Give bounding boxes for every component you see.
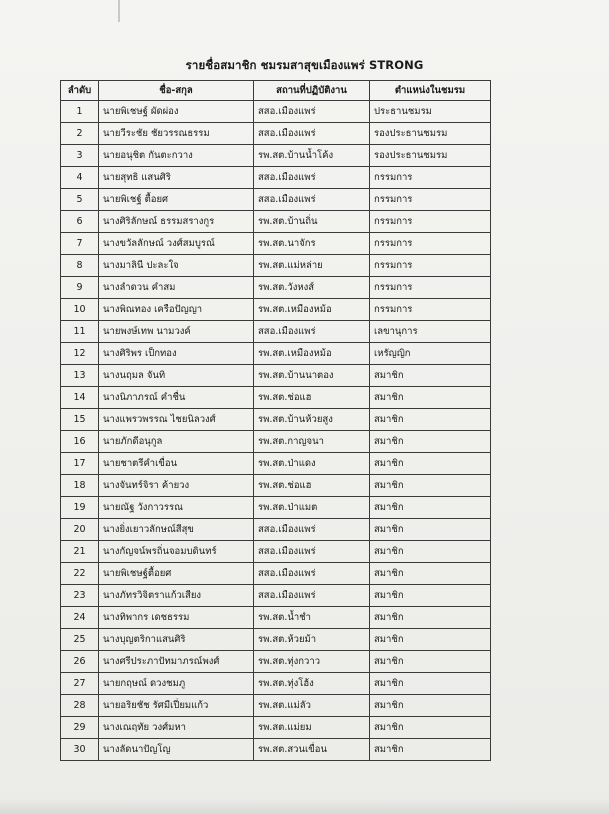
position-cell: กรรมการ [370, 211, 491, 233]
row-number-cell: 4 [61, 167, 99, 189]
position-cell: สมาชิก [370, 365, 491, 387]
position-cell: สมาชิก [370, 431, 491, 453]
workplace-cell: รพ.สต.ทุ่งโฮ้ง [254, 673, 370, 695]
workplace-cell: รพ.สต.วังหงส์ [254, 277, 370, 299]
workplace-cell: รพ.สต.แม่ยม [254, 717, 370, 739]
row-number-cell: 29 [61, 717, 99, 739]
row-number-cell: 30 [61, 739, 99, 761]
member-name-cell: นางมาลินี ปะละใจ [99, 255, 254, 277]
row-number-cell: 16 [61, 431, 99, 453]
row-number-cell: 12 [61, 343, 99, 365]
table-row [61, 123, 491, 145]
workplace-cell: รพ.สต.เหมืองหม้อ [254, 299, 370, 321]
position-cell: สมาชิก [370, 497, 491, 519]
member-name-cell: นายพงษ์เทพ นามวงค์ [99, 321, 254, 343]
table-row [61, 101, 491, 123]
workplace-cell: รพ.สต.บ้านถิ่น [254, 211, 370, 233]
table-row [61, 343, 491, 365]
row-number-cell: 5 [61, 189, 99, 211]
position-cell: สมาชิก [370, 673, 491, 695]
workplace-cell: รพ.สต.นาจักร [254, 233, 370, 255]
member-name-cell: นางขวัลลักษณ์ วงศ์สมบูรณ์ [99, 233, 254, 255]
row-number-cell: 13 [61, 365, 99, 387]
row-number-cell: 1 [61, 101, 99, 123]
table-row [61, 695, 491, 717]
scan-edge-mark [118, 0, 120, 22]
row-number-cell: 2 [61, 123, 99, 145]
row-number-cell: 6 [61, 211, 99, 233]
table-row [61, 519, 491, 541]
table-row [61, 717, 491, 739]
table-row [61, 585, 491, 607]
position-cell: สมาชิก [370, 651, 491, 673]
row-number-cell: 9 [61, 277, 99, 299]
table-row [61, 255, 491, 277]
table-row [61, 365, 491, 387]
member-name-cell: นางกัญจน์พรถิ่นจอมบดินทร์ [99, 541, 254, 563]
position-cell: เลขานุการ [370, 321, 491, 343]
table-row [61, 145, 491, 167]
table-row [61, 651, 491, 673]
table-header-row [61, 81, 491, 101]
header-name: ชื่อ-สกุล [99, 81, 254, 101]
position-cell: สมาชิก [370, 563, 491, 585]
row-number-cell: 14 [61, 387, 99, 409]
position-cell: กรรมการ [370, 255, 491, 277]
workplace-cell: สสอ.เมืองแพร่ [254, 519, 370, 541]
member-name-cell: นางลำดวน คำสม [99, 277, 254, 299]
position-cell: กรรมการ [370, 233, 491, 255]
workplace-cell: รพ.สต.ทุ่งกวาว [254, 651, 370, 673]
workplace-cell: รพ.สต.ป่าแดง [254, 453, 370, 475]
document-title: รายชื่อสมาชิก ชมรมสาสุขเมืองแพร่ STRONG [185, 58, 424, 72]
table-row [61, 211, 491, 233]
row-number-cell: 20 [61, 519, 99, 541]
table-row [61, 475, 491, 497]
workplace-cell: สสอ.เมืองแพร่ [254, 321, 370, 343]
workplace-cell: รพ.สต.บ้านนาตอง [254, 365, 370, 387]
table-row [61, 453, 491, 475]
position-cell: สมาชิก [370, 409, 491, 431]
position-cell: สมาชิก [370, 629, 491, 651]
header-no: ลำดับ [61, 81, 99, 101]
table-row [61, 321, 491, 343]
member-name-cell: นายพิเชฐ์ ตื้อยศ [99, 189, 254, 211]
position-cell: สมาชิก [370, 607, 491, 629]
workplace-cell: รพ.สต.แม่หล่าย [254, 255, 370, 277]
member-name-cell: นางจันทร์จิรา ค้ายวง [99, 475, 254, 497]
position-cell: สมาชิก [370, 717, 491, 739]
workplace-cell: สสอ.เมืองแพร่ [254, 101, 370, 123]
member-name-cell: นางแพรวพรรณ ไชยนิลวงศ์ [99, 409, 254, 431]
workplace-cell: รพ.สต.ช่อแฮ [254, 475, 370, 497]
position-cell: กรรมการ [370, 299, 491, 321]
table-row [61, 673, 491, 695]
workplace-cell: รพ.สต.ห้วยม้า [254, 629, 370, 651]
row-number-cell: 27 [61, 673, 99, 695]
scan-bottom-shadow [0, 798, 609, 814]
table-row [61, 607, 491, 629]
position-cell: สมาชิก [370, 585, 491, 607]
position-cell: กรรมการ [370, 189, 491, 211]
position-cell: สมาชิก [370, 739, 491, 761]
workplace-cell: รพ.สต.แม่ลัว [254, 695, 370, 717]
table-row [61, 629, 491, 651]
member-name-cell: นายอริยชัช รัศมีเปี่ยมแก้ว [99, 695, 254, 717]
position-cell: สมาชิก [370, 453, 491, 475]
member-name-cell: นางยิ่งเยาวลักษณ์สีสุข [99, 519, 254, 541]
position-cell: สมาชิก [370, 387, 491, 409]
row-number-cell: 17 [61, 453, 99, 475]
position-cell: สมาชิก [370, 475, 491, 497]
workplace-cell: สสอ.เมืองแพร่ [254, 189, 370, 211]
row-number-cell: 3 [61, 145, 99, 167]
row-number-cell: 28 [61, 695, 99, 717]
table-row [61, 167, 491, 189]
member-name-cell: นายอนุชิต กันตะกวาง [99, 145, 254, 167]
table-row [61, 409, 491, 431]
workplace-cell: สสอ.เมืองแพร่ [254, 541, 370, 563]
member-name-cell: นางลัดนาปัญโญ [99, 739, 254, 761]
row-number-cell: 10 [61, 299, 99, 321]
workplace-cell: รพ.สต.ช่อแฮ [254, 387, 370, 409]
row-number-cell: 18 [61, 475, 99, 497]
table-row [61, 387, 491, 409]
member-name-cell: นายพิเชษฐ์ ผัดผ่อง [99, 101, 254, 123]
member-name-cell: นางศิริลักษณ์ ธรรมสรางกูร [99, 211, 254, 233]
position-cell: สมาชิก [370, 541, 491, 563]
row-number-cell: 25 [61, 629, 99, 651]
position-cell: สมาชิก [370, 695, 491, 717]
member-name-cell: นายวีระชัย ชัยวรรณธรรม [99, 123, 254, 145]
workplace-cell: สสอ.เมืองแพร่ [254, 585, 370, 607]
table-row [61, 277, 491, 299]
workplace-cell: รพ.สต.กาญจนา [254, 431, 370, 453]
position-cell: กรรมการ [370, 167, 491, 189]
workplace-cell: รพ.สต.บ้านห้วยสูง [254, 409, 370, 431]
row-number-cell: 8 [61, 255, 99, 277]
member-name-cell: นางบุญตริกาแสนศิริ [99, 629, 254, 651]
member-name-cell: นายณัฐ วังกาวรรณ [99, 497, 254, 519]
member-name-cell: นางนฤมล จันทิ [99, 365, 254, 387]
workplace-cell: รพ.สต.ป่าแมต [254, 497, 370, 519]
position-cell: เหรัญญิก [370, 343, 491, 365]
row-number-cell: 23 [61, 585, 99, 607]
member-name-cell: นายสุทธิ แสนศิริ [99, 167, 254, 189]
workplace-cell: รพ.สต.เหมืองหม้อ [254, 343, 370, 365]
member-name-cell: นายชาตรีคำเขื่อน [99, 453, 254, 475]
table-row [61, 541, 491, 563]
table-row [61, 233, 491, 255]
member-name-cell: นางทิพากร เดชธรรม [99, 607, 254, 629]
table-row [61, 563, 491, 585]
workplace-cell: สสอ.เมืองแพร่ [254, 563, 370, 585]
row-number-cell: 7 [61, 233, 99, 255]
member-name-cell: นางเณฤทัย วงศ์มหา [99, 717, 254, 739]
row-number-cell: 11 [61, 321, 99, 343]
workplace-cell: สสอ.เมืองแพร่ [254, 123, 370, 145]
workplace-cell: รพ.สต.สวนเขื่อน [254, 739, 370, 761]
row-number-cell: 19 [61, 497, 99, 519]
member-table [60, 80, 491, 761]
position-cell: กรรมการ [370, 277, 491, 299]
table-row [61, 497, 491, 519]
member-name-cell: นายภักดีอนุกูล [99, 431, 254, 453]
member-name-cell: นางพิณทอง เครือปัญญา [99, 299, 254, 321]
header-workplace: สถานที่ปฏิบัติงาน [254, 81, 370, 101]
position-cell: รองประธานชมรม [370, 123, 491, 145]
row-number-cell: 26 [61, 651, 99, 673]
workplace-cell: สสอ.เมืองแพร่ [254, 167, 370, 189]
row-number-cell: 24 [61, 607, 99, 629]
table-row [61, 739, 491, 761]
member-name-cell: นายกฤษณ์ ดวงชมภู [99, 673, 254, 695]
position-cell: รองประธานชมรม [370, 145, 491, 167]
workplace-cell: รพ.สต.น้ำชำ [254, 607, 370, 629]
row-number-cell: 22 [61, 563, 99, 585]
position-cell: สมาชิก [370, 519, 491, 541]
workplace-cell: รพ.สต.บ้านน้ำโค้ง [254, 145, 370, 167]
header-position: ตำแหน่งในชมรม [370, 81, 491, 101]
table-row [61, 431, 491, 453]
member-name-cell: นางภัทรวิจิตราแก้วเสียง [99, 585, 254, 607]
member-name-cell: นายพิเชษฐ์ตื้อยศ [99, 563, 254, 585]
member-name-cell: นางนิภาภรณ์ คำชื่น [99, 387, 254, 409]
member-name-cell: นางศิริพร เป็กทอง [99, 343, 254, 365]
member-name-cell: นางศรีประภาปัทมาภรณ์พงศ์ [99, 651, 254, 673]
table-body [61, 101, 491, 761]
row-number-cell: 21 [61, 541, 99, 563]
position-cell: ประธานชมรม [370, 101, 491, 123]
table-row [61, 299, 491, 321]
row-number-cell: 15 [61, 409, 99, 431]
table-row [61, 189, 491, 211]
